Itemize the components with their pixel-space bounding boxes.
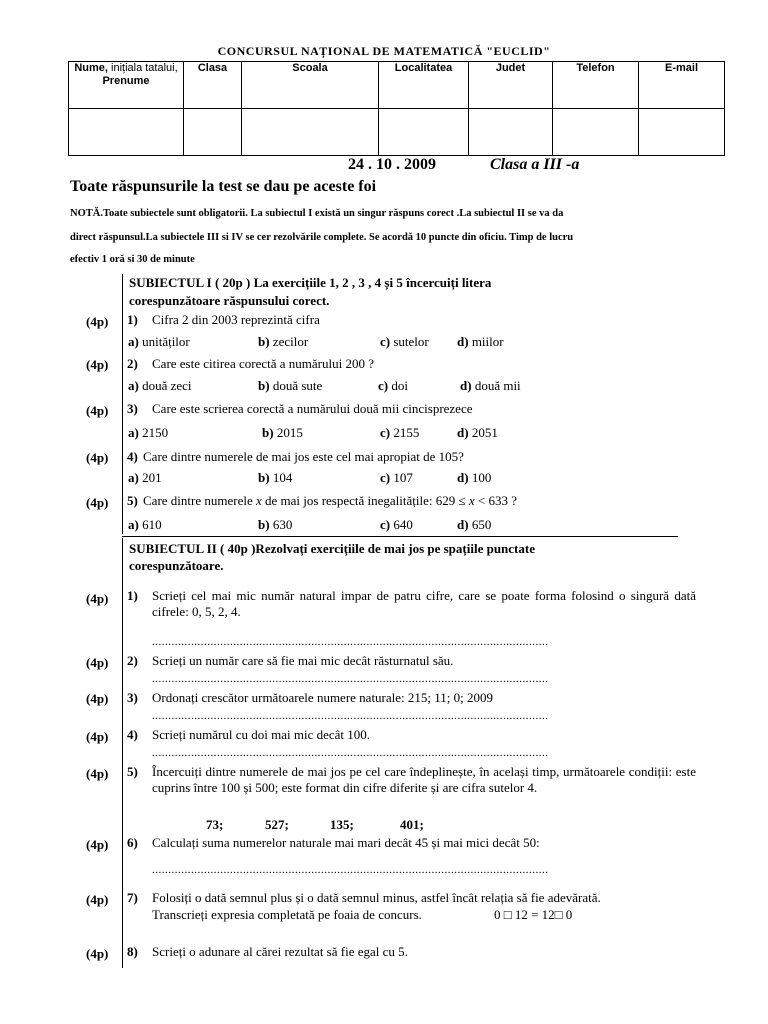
phone-cell[interactable] xyxy=(553,109,639,156)
question-number: 4) xyxy=(127,449,138,464)
divider xyxy=(122,274,123,534)
answer-line[interactable]: .......................................................................................................................... xyxy=(152,673,549,685)
class-cell[interactable] xyxy=(184,109,242,156)
school-cell[interactable] xyxy=(242,109,379,156)
choice-number[interactable]: 527; xyxy=(265,817,289,832)
points-label: (4p) xyxy=(86,450,109,465)
question-number: 1) xyxy=(127,588,138,603)
option-d[interactable]: d) miilor xyxy=(457,334,504,349)
option-b[interactable]: b) 104 xyxy=(258,470,293,485)
question-text: Care este scrierea corectă a numărului două mii cincisprezece xyxy=(152,401,473,416)
answer-line[interactable]: .......................................................................................................................... xyxy=(152,636,549,648)
question-text: Care este citirea corectă a numărului 200 ? xyxy=(152,356,374,371)
contest-title: CONCURSUL NAȚIONAL DE MATEMATICĂ "EUCLID" xyxy=(217,44,551,58)
col-header-locality: Localitatea xyxy=(379,62,469,109)
points-label: (4p) xyxy=(86,591,109,606)
answer-line[interactable]: .......................................................................................................................... xyxy=(152,747,549,759)
question-number: 7) xyxy=(127,890,138,905)
option-a[interactable]: a) unităților xyxy=(128,334,190,349)
points-label: (4p) xyxy=(86,946,109,961)
points-label: (4p) xyxy=(86,357,109,372)
question-text: Care dintre numerele de mai jos este cel mai apropiat de 105? xyxy=(143,449,464,464)
question-text: Folosiți o dată semnul plus și o dată semnul minus, astfel încât relația să fie adevărată. xyxy=(152,890,601,905)
county-cell[interactable] xyxy=(469,109,553,156)
note-line: NOTĂ.Toate subiectele sunt obligatorii. La subiectul I există un singur răspuns corect .La subiectul II se va da xyxy=(70,208,564,219)
question-number: 4) xyxy=(127,727,138,742)
note-line: efectiv 1 oră si 30 de minute xyxy=(70,254,195,265)
points-label: (4p) xyxy=(86,403,109,418)
points-label: (4p) xyxy=(86,691,109,706)
points-label: (4p) xyxy=(86,314,109,329)
option-b[interactable]: b) zecilor xyxy=(258,334,309,349)
question-text: Transcrieți expresia completată pe foaia de concurs. xyxy=(152,907,422,922)
email-cell[interactable] xyxy=(639,109,725,156)
option-b[interactable]: b) 630 xyxy=(258,517,293,532)
participant-info-table xyxy=(68,61,725,156)
question-text: Cifra 2 din 2003 reprezintă cifra xyxy=(152,312,320,327)
option-c[interactable]: c) 107 xyxy=(380,470,413,485)
col-header-phone: Telefon xyxy=(553,62,639,109)
locality-cell[interactable] xyxy=(379,109,469,156)
question-text: Calculați suma numerelor naturale mai mari decât 45 și mai mici decât 50: xyxy=(152,835,540,850)
col-header-county: Judet xyxy=(469,62,553,109)
expression[interactable]: 0 □ 12 = 12□ 0 xyxy=(494,907,573,922)
option-a[interactable]: a) 610 xyxy=(128,517,162,532)
points-label: (4p) xyxy=(86,495,109,510)
option-d[interactable]: d) 650 xyxy=(457,517,492,532)
option-c[interactable]: c) 2155 xyxy=(380,425,420,440)
choice-number[interactable]: 73; xyxy=(206,817,224,832)
answer-line[interactable]: .......................................................................................................................... xyxy=(152,864,549,876)
question-text: Scrieți numărul cu doi mai mic decât 100. xyxy=(152,727,371,742)
points-label: (4p) xyxy=(86,892,109,907)
option-a[interactable]: a) 201 xyxy=(128,470,162,485)
question-text: Scrieți un număr care să fie mai mic decât răsturnatul său. xyxy=(152,653,454,668)
question-number: 3) xyxy=(127,690,138,705)
col-header-school: Scoala xyxy=(242,62,379,109)
question-number: 2) xyxy=(127,653,138,668)
exam-class: Clasa a III -a xyxy=(490,156,580,173)
option-c[interactable]: c) doi xyxy=(378,378,408,393)
points-label: (4p) xyxy=(86,766,109,781)
question-text: Scrieți cel mai mic număr natural impar de patru cifre, care se poate forma folosind o singură dată cifrele: 0, 5, 2, 4. xyxy=(152,588,696,619)
question-number: 1) xyxy=(127,312,138,327)
question-number: 3) xyxy=(127,401,138,416)
divider xyxy=(122,538,123,968)
col-header-name: Nume, inițiala tatalui, Prenume xyxy=(69,62,184,109)
subject1-title: corespunzătoare răspunsului corect. xyxy=(129,293,330,308)
question-number: 5) xyxy=(127,764,138,779)
question-number: 5) xyxy=(127,493,138,508)
question-text: Încercuiți dintre numerele de mai jos pe cel care îndeplinește, în același timp, următoarele condiții: este cuprins între 100 și 500; este format din cifre diferite și are cifra sutelor 4. xyxy=(152,764,696,795)
choice-number[interactable]: 135; xyxy=(330,817,354,832)
question-number: 6) xyxy=(127,835,138,850)
option-d[interactable]: d) două mii xyxy=(460,378,521,393)
subject1-title: SUBIECTUL I ( 20p ) La exercițiile 1, 2 , 3 , 4 și 5 încercuiți litera xyxy=(129,275,492,290)
divider xyxy=(122,536,678,537)
option-b[interactable]: b) două sute xyxy=(258,378,323,393)
points-label: (4p) xyxy=(86,655,109,670)
choice-number[interactable]: 401; xyxy=(400,817,424,832)
option-c[interactable]: c) 640 xyxy=(380,517,413,532)
question-number: 2) xyxy=(127,356,138,371)
question-text: Ordonați crescător următoarele numere naturale: 215; 11; 0; 2009 xyxy=(152,690,494,705)
option-a[interactable]: a) două zeci xyxy=(128,378,192,393)
subject2-title: SUBIECTUL II ( 40p )Rezolvați exercițiile de mai jos pe spațiile punctate xyxy=(129,541,535,556)
option-d[interactable]: d) 100 xyxy=(457,470,492,485)
question-text: Scrieți o adunare al cărei rezultat să fie egal cu 5. xyxy=(152,944,408,959)
option-d[interactable]: d) 2051 xyxy=(457,425,498,440)
exam-date: 24 . 10 . 2009 xyxy=(348,156,436,173)
name-cell[interactable] xyxy=(69,109,184,156)
points-label: (4p) xyxy=(86,729,109,744)
option-b[interactable]: b) 2015 xyxy=(262,425,303,440)
col-header-class: Clasa xyxy=(184,62,242,109)
note-line: direct răspunsul.La subiectele III si IV se cer rezolvările complete. Se acordă 10 puncte din oficiu. Timp de lucru xyxy=(70,232,574,243)
question-number: 8) xyxy=(127,944,138,959)
question-text: Care dintre numerele x de mai jos respectă inegalitățile: 629 ≤ x < 633 ? xyxy=(143,493,518,508)
subject2-title: corespunzătoare. xyxy=(129,558,224,573)
option-c[interactable]: c) sutelor xyxy=(380,334,429,349)
answer-line[interactable]: .......................................................................................................................... xyxy=(152,710,549,722)
col-header-email: E-mail xyxy=(639,62,725,109)
option-a[interactable]: a) 2150 xyxy=(128,425,169,440)
points-label: (4p) xyxy=(86,837,109,852)
answers-note: Toate răspunsurile la test se dau pe aceste foi xyxy=(70,178,377,195)
